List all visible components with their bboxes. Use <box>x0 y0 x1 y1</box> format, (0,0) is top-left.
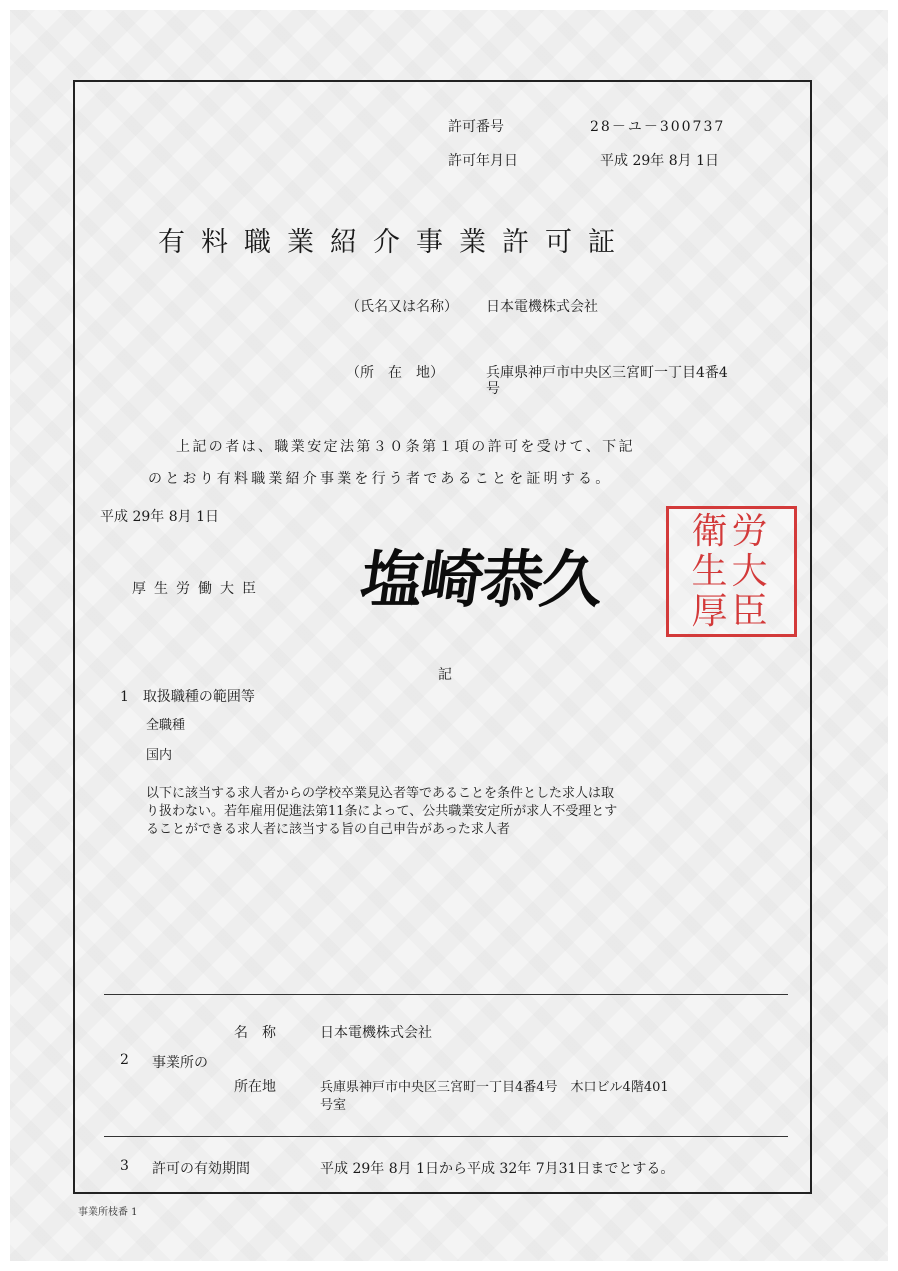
section1-item2: 国内 <box>146 748 173 763</box>
holder-address-line2: 号 <box>486 381 500 397</box>
ki-mark: 記 <box>438 667 452 683</box>
statement-line1: 上記の者は、職業安定法第３０条第１項の許可を受けて、下記 <box>176 439 635 455</box>
holder-address-line1: 兵庫県神戸市中央区三宮町一丁目4番4 <box>486 365 728 381</box>
divider-bottom <box>104 1136 788 1137</box>
divider-top <box>104 994 788 995</box>
section1-note-line2: り扱わない。若年雇用促進法第11条によって、公共職業安定所が求人不受理とす <box>146 804 618 819</box>
footer-branch-number: 事業所枝番 1 <box>78 1207 138 1218</box>
permit-date-label: 許可年月日 <box>448 153 518 169</box>
section3-value: 平成 29年 8月 1日から平成 32年 7月31日までとする。 <box>320 1161 675 1177</box>
section1-note-line1: 以下に該当する求人者からの学校卒業見込者等であることを条件とした求人は取 <box>146 786 615 801</box>
section2-name-label: 名 称 <box>234 1025 276 1041</box>
section1-note-line3: ることができる求人者に該当する旨の自己申告があった求人者 <box>146 822 510 837</box>
official-seal <box>666 506 797 637</box>
permit-number-value: 28－ユ－300737 <box>590 119 726 135</box>
minister-signature: 塩崎恭久 <box>356 543 607 616</box>
seal-row-2: 生大 <box>691 550 772 592</box>
seal-row-1: 衛労 <box>691 510 772 552</box>
section2-address-line2: 号室 <box>320 1098 347 1113</box>
section3-number: 3 <box>120 1158 129 1174</box>
section2-name-value: 日本電機株式会社 <box>320 1025 432 1041</box>
seal-row-3: 厚臣 <box>691 590 772 632</box>
section2-number: 2 <box>120 1052 129 1068</box>
holder-name-label: （氏名又は名称） <box>346 299 458 315</box>
holder-name-value: 日本電機株式会社 <box>486 299 598 315</box>
permit-date-value: 平成 29年 8月 1日 <box>600 153 719 169</box>
permit-number-label: 許可番号 <box>448 119 504 135</box>
holder-address-label: （所 在 地） <box>346 365 444 381</box>
section1-heading: 1 取扱職種の範囲等 <box>120 689 255 705</box>
statement-line2: のとおり有料職業紹介事業を行う者であることを証明する。 <box>148 471 613 487</box>
section2-heading: 事業所の <box>152 1055 208 1071</box>
section2-address-line1: 兵庫県神戸市中央区三宮町一丁目4番4号 木口ビル4階401 <box>320 1080 669 1095</box>
document-title: 有料職業紹介事業許可証 <box>158 227 631 258</box>
minister-title: 厚生労働大臣 <box>132 581 264 597</box>
section1-item1: 全職種 <box>146 718 186 733</box>
issue-date: 平成 29年 8月 1日 <box>100 509 219 525</box>
section2-address-label: 所在地 <box>234 1079 276 1095</box>
section3-heading: 許可の有効期間 <box>152 1161 250 1177</box>
